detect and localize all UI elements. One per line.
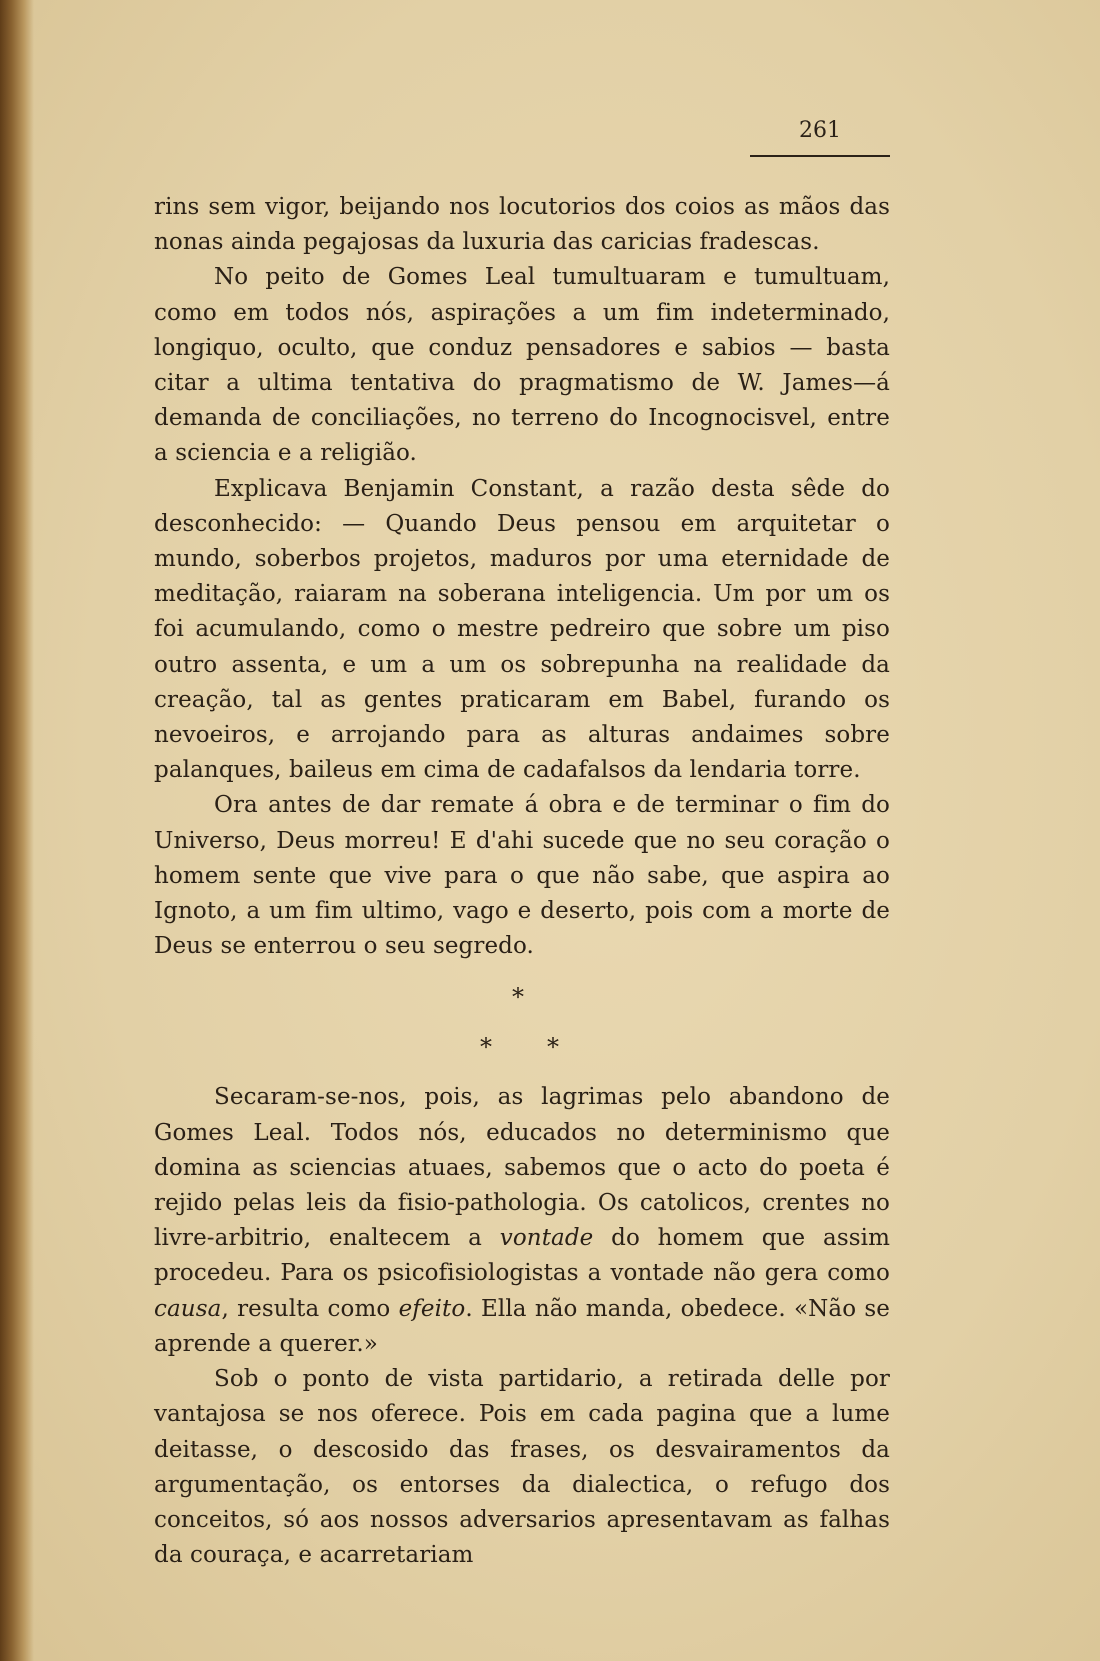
italic-word: causa — [154, 1295, 222, 1322]
text-run: , resulta como — [221, 1295, 399, 1322]
book-spine-shadow — [0, 0, 34, 1661]
paragraph-god-died: Ora antes de dar remate á obra e de terminar o fim do Universo, Deus morreu! E d'ahi sucede que no seu coração o homem sente que vive para o que não sabe, que aspira ao Ignoto, a um fim ultimo, vago e deserto, pois com a morte de Deus se enterrou o seu segredo. — [154, 792, 890, 960]
paragraph-constant: Explicava Benjamin Constant, a razão desta sêde do desconhecido: — Quando Deus pensou em arquitetar o mundo, soberbos projetos, maduros por uma eternidade de meditação, raiaram na soberana inteligencia. Um por um os foi acumulando, como o mestre pedreiro que sobre um piso outro assenta, e um a um os sobrepunha na realidade da creação, tal as gentes praticaram em Babel, furando os nevoeiros, e arrojando para as alturas andaimes sobre palanques, baileus em cima de cadafalsos da lendaria torre. — [154, 475, 890, 784]
body-text — [154, 190, 890, 1573]
text-run: do homem que assim procedeu. Para os psicofisiologistas a vontade não gera como — [154, 1225, 890, 1287]
paragraph-continuation: rins sem vigor, beijando nos locutorios dos coios as mãos das nonas ainda pegajosas da luxuria das caricias fradescas. — [154, 194, 890, 256]
separator-star: * — [480, 1033, 493, 1062]
italic-word: efeito — [398, 1295, 466, 1322]
separator-star: * — [512, 983, 525, 1012]
text-run: . Ella não manda, obedece. «Não se aprende a querer.» — [154, 1295, 890, 1357]
text-run: Secaram-se-nos, pois, as lagrimas pelo abandono de Gomes Leal. Todos nós, educados no determinismo que domina as sciencias atuaes, sabemos que o acto do poeta é rejido pelas leis da fisio-pathologia. Os catolicos, crentes no livre-arbitrio, enaltecem a — [154, 1084, 890, 1252]
page-number: 261 — [799, 118, 841, 143]
section-separator — [154, 964, 890, 1060]
paragraph-partisan: Sob o ponto de vista partidario, a retirada delle por vantajosa se nos oferece. Pois em cada pagina que a lume deitasse, o descosido das frases, os desvairamentos da argumentação, os entorses da dialectica, o refugo dos conceitos, só aos nossos adversarios apresentavam as falhas da couraça, e acarretariam — [154, 1366, 890, 1569]
paragraph-determinism — [154, 1080, 890, 1362]
header-rule — [750, 155, 890, 157]
separator-star: * — [547, 1033, 560, 1062]
italic-word: vontade — [499, 1225, 594, 1252]
paragraph-aspirations: No peito de Gomes Leal tumultuaram e tumultuam, como em todos nós, aspirações a um fim indeterminado, longiquo, oculto, que conduz pensadores e sabios — basta citar a ultima tentativa do pragmatismo de W. James—á demanda de conciliações, no terreno do Incognocisvel, entre a sciencia e a religião. — [154, 264, 890, 467]
spacer — [154, 1060, 890, 1080]
